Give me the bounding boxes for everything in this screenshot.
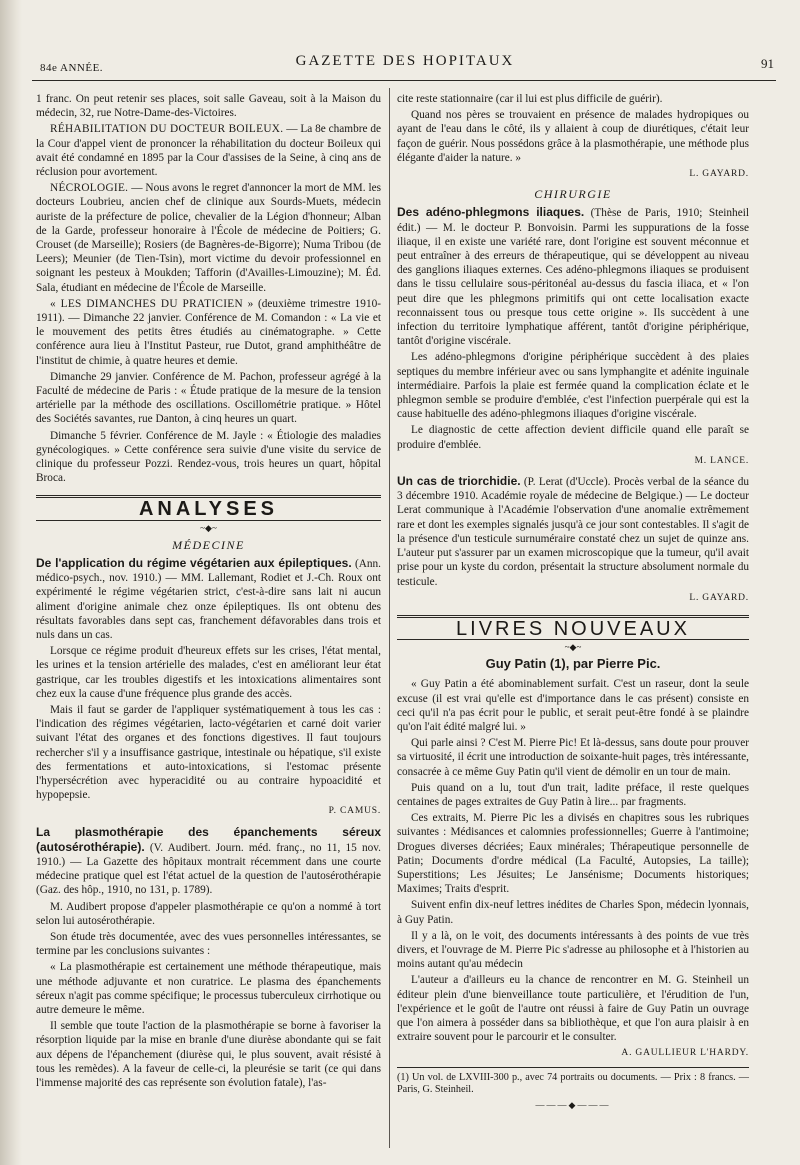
news-item-necrologie bbox=[36, 181, 381, 295]
article-adeno-phlegmons bbox=[397, 205, 749, 348]
paragraph: Mais il faut se garder de l'appliquer systématiquement à tous les cas : l'indication des régimes végétarien, lacto-végétarien et carné doit varier suivant l'état des organes et des fonctions digestives. Il faut toujours rechercher s'il y a insuffisance gastrique, intestinale ou hépatique, s'il existe des fermentations et auto-intoxications, si l'estomac présente l'hypersécrétion avec hyperacidité ou au contraire hypoacidité et hypopepsie. bbox=[36, 703, 381, 802]
paragraph: Dimanche 5 février. Conférence de M. Jayle : « Étiologie des maladies gynécologiques. » Cette conférence sera suivie d'une visite du service de clinique du professeur Pozzi. Rendez-vous, trois heures un quart, hôpital Broca. bbox=[36, 429, 381, 485]
section-title-livres-nouveaux: LIVRES NOUVEAUX bbox=[397, 615, 749, 640]
author-signature: A. GAULLIEUR L'HARDY. bbox=[621, 1048, 749, 1059]
right-column bbox=[397, 92, 749, 1112]
news-item-title: NÉCROLOGIE. bbox=[50, 182, 129, 195]
news-item-title: « LES DIMANCHES DU PRATICIEN » bbox=[50, 297, 254, 310]
article-title: Des adéno-phlegmons iliaques. bbox=[397, 205, 585, 220]
news-item-text: — La 8e chambre de la Cour d'appel vient de prononcer la réhabilitation du docteur Boileux qui avait été condamné en 1895 par la Cour d'assises de la Seine, à cinq ans de réclusion pour avortement. bbox=[36, 123, 381, 179]
paragraph: Les adéno-phlegmons d'origine périphérique succèdent à des plaies septiques du membre inférieur avec ou sans lymphangite et adénite inguinale intermédiaire. Parfois la plaie est fermée quand la complication éclate et le phlegmon semble se produire d'emblée, c'est l'infection puerpérale qui est la cause habituelle des adéno-phlegmons iliaques d'origine viscérale. bbox=[397, 351, 749, 421]
subsection-title-medecine: MÉDECINE bbox=[172, 537, 245, 552]
paragraph: 1 franc. On peut retenir ses places, soit salle Gaveau, soit à la Maison du médecin, 32, rue Notre-Dame-des-Victoires. bbox=[36, 93, 381, 120]
article-plasmotherapie bbox=[36, 825, 381, 898]
author-signature: L. GAYARD. bbox=[689, 169, 749, 180]
article-title: De l'application du régime végétarien aux épileptiques. bbox=[36, 555, 352, 570]
footnote: (1) Un vol. de LXVIII-300 p., avec 74 portraits ou documents. — Prix : 8 francs. — Paris, G. Steinheil. bbox=[397, 1067, 749, 1096]
article-reference: (Thèse de Paris, 1910; Steinheil édit.) — M. le docteur P. Bonvoisin. Parmi les suppurations de la fosse iliaque, il en existe une variété rare, dont l'origine est souvent méconnue et peut entraîner à des erreurs de thérapeutique, qui se développent au niveau des ganglions iliaques externes. Ces adéno-phlegmons iliaques se produisent dans le tissu cellulaire sous-péritonéal au-dessus du fascia iliaca, et « l'on peut dire que les phlegmons primitifs qui ont cette localisation exacte reconnaissent tous ou presque tous cette origine ». Ils succèdent à une infection du territoire lymphatique afférent, tantôt d'origine périphérique, tantôt d'origine viscérale. bbox=[397, 207, 749, 348]
paragraph: Son étude très documentée, avec des vues personnelles intéressantes, se termine par les conclusions suivantes : bbox=[36, 930, 381, 958]
paragraph: M. Audibert propose d'appeler plasmothérapie ce qu'on a nommé à tort selon lui autosérothérapie. bbox=[36, 900, 381, 927]
paragraph: « Guy Patin a été abominablement surfait. C'est un raseur, dont la seule excuse (il est vrai qu'elle est d'importance dans le cas présent) consiste en ceci qu'il n'a pas écrit pour le public, et serait peut-être fondé à se plaindre qu'on l'ait édité malgré lui. » bbox=[397, 678, 749, 733]
paragraph: Qui parle ainsi ? C'est M. Pierre Pic! Et là-dessus, sans doute pour prouver sa virtuosité, il écrit une introduction de soixante-huit pages, très intéressante, consacrée à ce même Guy Patin qu'il vient de démolir en un tour de main. bbox=[397, 737, 749, 778]
paragraph: Suivent enfin dix-neuf lettres inédites de Charles Spon, médecin lyonnais, à Guy Patin. bbox=[397, 899, 749, 926]
paragraph: L'auteur a d'ailleurs eu la chance de rencontrer en M. G. Steinheil un éditeur plein d'une bienveillance toute particulière, et l'érudition de l'un, l'expérience et le goût de l'autre ont réussi à faire de Guy Patin un ouvrage que l'on aimera à posséder dans sa bibliothèque, et que l'on aura plaisir à en extraire souvent pour le parcourir et le consulter. bbox=[397, 974, 749, 1044]
header-year: 84e ANNÉE. bbox=[40, 62, 104, 74]
paragraph: Il y a là, on le voit, des documents intéressants à des points de vue très divers, et l'ouvrage de M. Pierre Pic s'adresse au philosophe et à l'historien au moins autant qu'au médecin bbox=[397, 929, 749, 971]
news-item-text: (deuxième trimestre 1910-1911). — Dimanche 22 janvier. Conférence de M. Comandon : « La vie et le mouvement des petits êtres étudiés au cinématographe. » Cette conférence aura lieu à l'Institut Pasteur, rue Dutot, grand amphithéâtre de l'institut de chimie, à quatre heures et demie. bbox=[36, 297, 381, 367]
author-signature: L. GAYARD. bbox=[689, 592, 749, 603]
article-vegetarien bbox=[36, 556, 381, 642]
paragraph: Lorsque ce régime produit d'heureux effets sur les crises, l'état mental, les urines et la tension artérielle des malades, c'est en améliorant leur état gastrique, car les troubles digestifs et les intoxications alimentaires sont chez eux la cause d'une fréquence plus grande des accès. bbox=[36, 645, 381, 700]
paragraph: Dimanche 29 janvier. Conférence de M. Pachon, professeur agrégé à la Faculté de médecine de Paris : « Étude pratique de la mesure de la tension artérielle par la méthode des oscillations. Oscillométrie pratique. » Hôtel des Sociétés savantes, rue Danton, à cinq heures un quart. bbox=[36, 370, 381, 426]
article-reference: (V. Audibert. Journ. méd. franç., no 11, 15 nov. 1910.) — La Gazette des hôpitaux montrait récemment dans une courte médecine pratique quel est l'état actuel de la question de l'autosérothérapie (Gaz. des hôp., 1910, no 131, p. 1789). bbox=[36, 841, 381, 897]
end-ornament: ———◆——— bbox=[535, 1099, 611, 1110]
news-item-title: RÉHABILITATION DU DOCTEUR BOILEUX. bbox=[50, 123, 284, 136]
column-separator bbox=[389, 88, 390, 1148]
article-reference: (Ann. médico-psych., nov. 1910.) — MM. Lallemant, Rodiet et J.-Ch. Roux ont expérimenté le régime végétarien strict, c'est-à-dire sans lait ni aucun aliment d'origine animale chez onze épileptiques. Ils ont obtenu des résultats favorables dans sept cas, franchement défavorables dans trois et nuls dans un cas. bbox=[36, 557, 381, 641]
left-column bbox=[36, 92, 381, 1092]
ornament-divider: ~◆~ bbox=[564, 642, 582, 653]
news-item-text: — Nous avons le regret d'annoncer la mort de MM. les docteurs Loubrieu, ancien chef de clinique aux Sourds-Muets, médecin auriste de la préfecture de police, chevalier de la Légion d'honneur; Alban de la Garde, professeur honoraire à l'École de médecine de Poitiers; G. Crouset (de Marseille); Rosiers (de Bagnères-de-Bigorre); Numa Tribou (de Leers); Meunier (de Tien-Tsin), mort victime du devoir professionnel en soignant les pesteux à Moukden; Tafforin (d'Availles-Limouzine); M. Éd. Sala, étudiant en médecine de l'École de Marseille. bbox=[36, 182, 381, 294]
ornament-divider: ~◆~ bbox=[200, 522, 217, 533]
article-title: Un cas de triorchidie. bbox=[397, 474, 521, 489]
header-page-number: 91 bbox=[761, 56, 774, 71]
page-header bbox=[32, 50, 778, 72]
article-title: La plasmothérapie des épanchements séreux (autosérothérapie). bbox=[36, 824, 381, 854]
header-rule bbox=[32, 80, 776, 81]
news-item-rehabilitation bbox=[36, 122, 381, 179]
section-title-analyses: ANALYSES bbox=[36, 495, 381, 520]
paragraph: « La plasmothérapie est certainement une méthode thérapeutique, mais une méthode adjuvante et non curatrice. Le plasma des épanchements séreux n'agit pas comme spécifique; le processus tuberculeux cirrhotique ou autre demeure le même. bbox=[36, 961, 381, 1016]
paragraph: Il semble que toute l'action de la plasmothérapie se borne à favoriser la résorption liquide par la mise en branle d'une diurèse abondante qui se fait aux dépens de l'épanchement (diurèse qui, le plus souvent, avait résisté à tous les remèdes). A la faveur de celle-ci, la pleurésie se tarit (ce qui dans l'immense majorité des cas représente son évolution fatale), l'as- bbox=[36, 1020, 381, 1089]
author-signature: P. CAMUS. bbox=[328, 806, 381, 817]
paragraph: Puis quand on a lu, tout d'un trait, ladite préface, il reste quelques centaines de pages extraites de Guy Patin à lire... par fragments. bbox=[397, 781, 749, 808]
paragraph: Le diagnostic de cette affection devient difficile quand elle paraît se produire d'emblée. bbox=[397, 424, 749, 451]
news-item-dimanches bbox=[36, 297, 381, 368]
article-triorchidie bbox=[397, 474, 749, 589]
paragraph: Ces extraits, M. Pierre Pic les a divisés en chapitres sous les rubriques suivantes : Médisances et calomnies professionnelles; Guerre à l'antimoine; Drogues diverses décriées; Eaux minérales; Thérapeutique personnelle de Patin; Documents d'ordre médical (La Faculté, Autopsies, La taille); Superstitions; Les Jésuites; Le Jansénisme; Documents historiques; Maximes; Traits d'esprit. bbox=[397, 812, 749, 896]
book-title: Guy Patin (1), par Pierre Pic. bbox=[485, 656, 661, 672]
paragraph: cite reste stationnaire (car il lui est plus difficile de guérir). bbox=[397, 93, 663, 105]
header-title: GAZETTE DES HOPITAUX bbox=[295, 53, 515, 69]
page-binding-edge bbox=[0, 0, 22, 1165]
paragraph: Quand nos pères se trouvaient en présence de malades hydropiques ou ayant de l'eau dans le côté, ils y allaient à coup de diurétiques, c'était leur façon de guérir. Nous possédons grâce à la plasmothérapie, une méthode plus élégante d'aider la nature. » bbox=[397, 109, 749, 164]
author-signature: M. LANCE. bbox=[694, 455, 749, 466]
article-reference: (P. Lerat (d'Uccle). Procès verbal de la séance du 3 décembre 1910. Académie royale de médecine de Belgique.) — Le docteur Lerat communique à l'Académie l'observation d'une anomalie extrêmement rare et dont les exemples signalés jusqu'à ce jour sont contestables. Il s'agit de la présence d'un testicule surnuméraire constaté chez un sujet de quinze ans. L'auteur put s'assurer par un examen microscopique que la tumeur, qu'il avait prise pour un kyste du cordon, présentait la structure absolument normale du testicule. bbox=[397, 476, 749, 588]
subsection-title-chirurgie: CHIRURGIE bbox=[534, 187, 612, 202]
